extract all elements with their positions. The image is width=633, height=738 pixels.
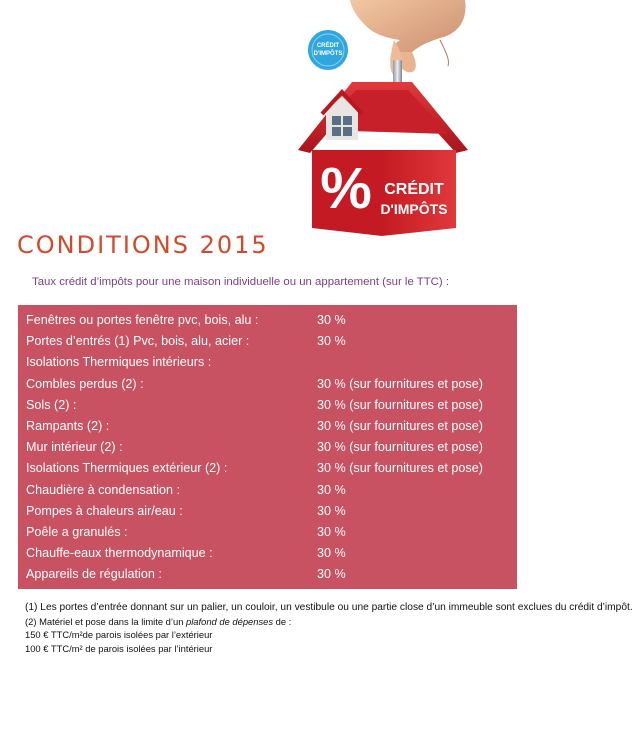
rate-value: 30 % (sur fournitures et pose) <box>317 397 483 412</box>
rate-label: Fenêtres ou portes fenêtre pvc, bois, alu : <box>26 313 259 327</box>
rate-label: Sols (2) : <box>26 397 77 412</box>
rate-value: 30 % <box>317 567 346 582</box>
rate-label: Appareils de régulation : <box>26 567 162 582</box>
rate-row <box>26 331 517 352</box>
rate-row <box>26 416 517 437</box>
rate-value: 30 % <box>317 334 346 349</box>
rate-value: 30 % (sur fournitures et pose) <box>317 376 483 391</box>
credit-badge-icon <box>307 29 349 71</box>
rate-label: Rampants (2) : <box>26 418 110 433</box>
rate-value: 30 % <box>317 313 346 327</box>
hand-graphic <box>350 0 466 77</box>
rate-label: Chaudière à condensation : <box>26 482 181 497</box>
rate-label: Combles perdus (2) : <box>26 376 144 391</box>
rate-label: Pompes à chaleurs air/eau : <box>26 503 183 518</box>
rate-value: 30 % <box>317 482 346 497</box>
footnote-1: (1) Les portes d’entrée donnant sur un palier, un couloir, un vestibule ou une partie close d’un immeuble sont exclues du crédit d’impôt. <box>25 602 633 613</box>
limit-exterior: 150 € TTC/m²de parois isolées par l’extérieur <box>25 629 213 640</box>
badge-text-line2: D'IMPÔTS <box>313 51 343 57</box>
rate-row <box>26 543 517 564</box>
footnote-2-italic: plafond de dépenses <box>186 615 274 627</box>
rate-value: 30 % <box>317 546 346 561</box>
rate-label: Poêle a granulés : <box>26 524 128 539</box>
badge-text-line1: CRÉDIT <box>316 43 340 49</box>
rate-label: Chauffe-eaux thermodynamique : <box>26 546 213 561</box>
rate-row <box>26 310 517 331</box>
rate-row <box>26 395 517 416</box>
rate-label: Isolations Thermiques extérieur (2) : <box>26 461 228 476</box>
intro-text: Taux crédit d’impôts pour une maison individuelle ou un appartement (sur le TTC) : <box>32 276 450 288</box>
rate-row <box>26 352 517 373</box>
rate-row <box>26 437 517 458</box>
rate-value: 30 % (sur fournitures et pose) <box>317 440 483 455</box>
rate-value: 30 % (sur fournitures et pose) <box>317 461 483 476</box>
rates-panel <box>18 305 517 589</box>
house-graphic <box>298 82 468 236</box>
page-title: CONDITIONS 2015 <box>17 231 269 259</box>
rates-list <box>26 310 517 585</box>
house-text-line1: CRÉDIT <box>384 181 444 198</box>
rate-value: 30 % (sur fournitures et pose) <box>317 418 483 433</box>
rate-row <box>26 501 517 522</box>
rate-row <box>26 458 517 479</box>
limit-interior: 100 € TTC/m² de parois isolées par l’intérieur <box>25 642 213 654</box>
footnotes <box>25 601 633 655</box>
rate-value: 30 % <box>317 524 346 539</box>
house-percent: % <box>320 156 372 221</box>
rate-value: 30 % <box>317 503 346 518</box>
rate-row <box>26 564 517 585</box>
house-coin-illustration <box>290 0 480 236</box>
rate-label: Isolations Thermiques intérieurs : <box>26 355 212 370</box>
rate-label: Mur intérieur (2) : <box>26 440 123 455</box>
rate-row <box>26 522 517 543</box>
house-text-line2: D'IMPÔTS <box>380 201 448 217</box>
footnote-2-prefix: (2) Matériel et pose dans la limite d’un <box>25 615 187 627</box>
footnote-2 <box>25 615 560 629</box>
rate-row <box>26 480 517 501</box>
footnote-2-suffix: de : <box>273 615 292 627</box>
rate-row <box>26 374 517 395</box>
hero-illustration <box>290 0 480 236</box>
rate-label: Portes d’entrés (1) Pvc, bois, alu, acier : <box>26 334 250 349</box>
